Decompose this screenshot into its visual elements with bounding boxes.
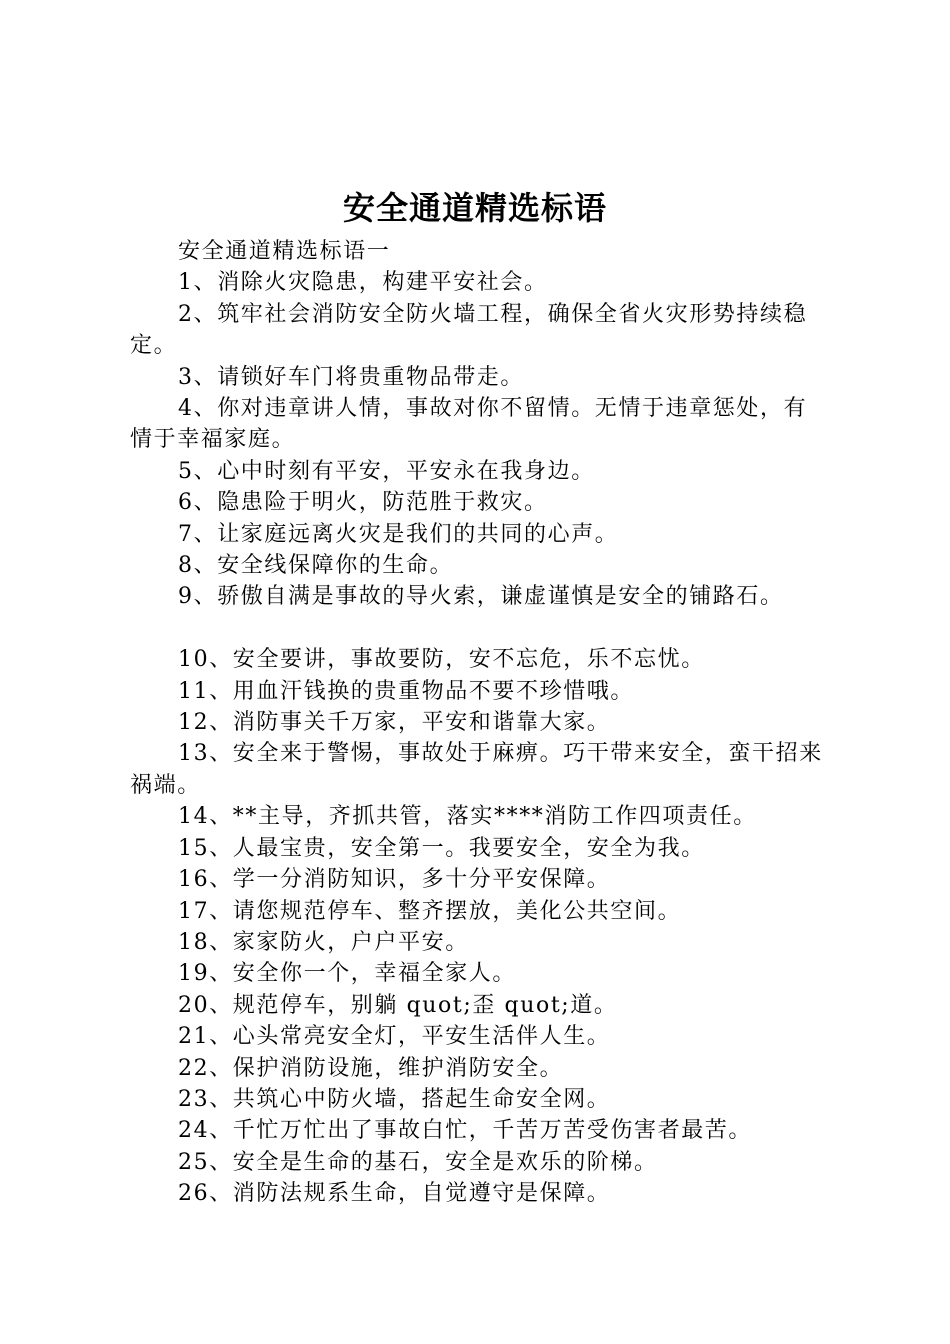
slogan-item-26: 26、消防法规系生命，自觉遵守是保障。 [178,1181,611,1207]
slogan-item-16: 16、学一分消防知识，多十分平安保障。 [178,867,611,893]
document-title: 安全通道精选标语 [342,189,607,227]
slogan-item-14: 14、**主导，齐抓共管，落实****消防工作四项责任。 [178,804,757,830]
blank-line [130,613,830,644]
slogan-item-8: 8、安全线保障你的生命。 [178,553,454,579]
slogan-item-20: 20、规范停车，别躺 quot;歪 quot;道。 [178,992,618,1018]
slogan-item-6: 6、隐患险于明火，防范胜于救灾。 [178,490,548,516]
slogan-item-9: 9、骄傲自满是事故的导火索，谦虚谨慎是安全的铺路石。 [178,584,784,610]
slogan-item-22: 22、保护消防设施，维护消防安全。 [178,1055,564,1081]
slogan-item-15: 15、人最宝贵，安全第一。我要安全，安全为我。 [178,835,705,861]
slogan-item-24: 24、千忙万忙出了事故白忙，千苦万苦受伤害者最苦。 [178,1118,752,1144]
section-heading: 安全通道精选标语一 [178,239,391,264]
slogan-item-17: 17、请您规范停车、整齐摆放，美化公共空间。 [178,898,682,924]
slogan-item-2: 2、筑牢社会消防安全防火墙工程，确保全省火灾形势持续稳定。 [130,301,808,359]
slogan-item-23: 23、共筑心中防火墙，搭起生命安全网。 [178,1086,611,1112]
slogan-item-11: 11、用血汗钱换的贵重物品不要不珍惜哦。 [178,678,634,704]
slogan-item-25: 25、安全是生命的基石，安全是欢乐的阶梯。 [178,1149,658,1175]
slogan-item-7: 7、让家庭远离火灾是我们的共同的心声。 [178,521,619,547]
slogan-item-19: 19、安全你一个，幸福全家人。 [178,961,516,987]
slogan-item-5: 5、心中时刻有平安，平安永在我身边。 [178,458,595,484]
slogan-item-10: 10、安全要讲，事故要防，安不忘危，乐不忘忧。 [178,647,705,673]
document-body [130,236,830,1210]
slogan-item-13: 13、安全来于警惕，事故处于麻痹。巧干带来安全，蛮干招来祸端。 [130,741,823,798]
slogan-item-12: 12、消防事关千万家，平安和谐靠大家。 [178,710,611,736]
slogan-item-4: 4、你对违章讲人情，事故对你不留情。无情于违章惩处，有情于幸福家庭。 [130,396,808,453]
slogan-item-21: 21、心头常亮安全灯，平安生活伴人生。 [178,1024,611,1050]
slogan-item-1: 1、消除火灾隐患，构建平安社会。 [178,270,548,296]
slogan-item-18: 18、家家防火，户户平安。 [178,929,469,955]
slogan-item-3: 3、请锁好车门将贵重物品带走。 [178,364,524,390]
